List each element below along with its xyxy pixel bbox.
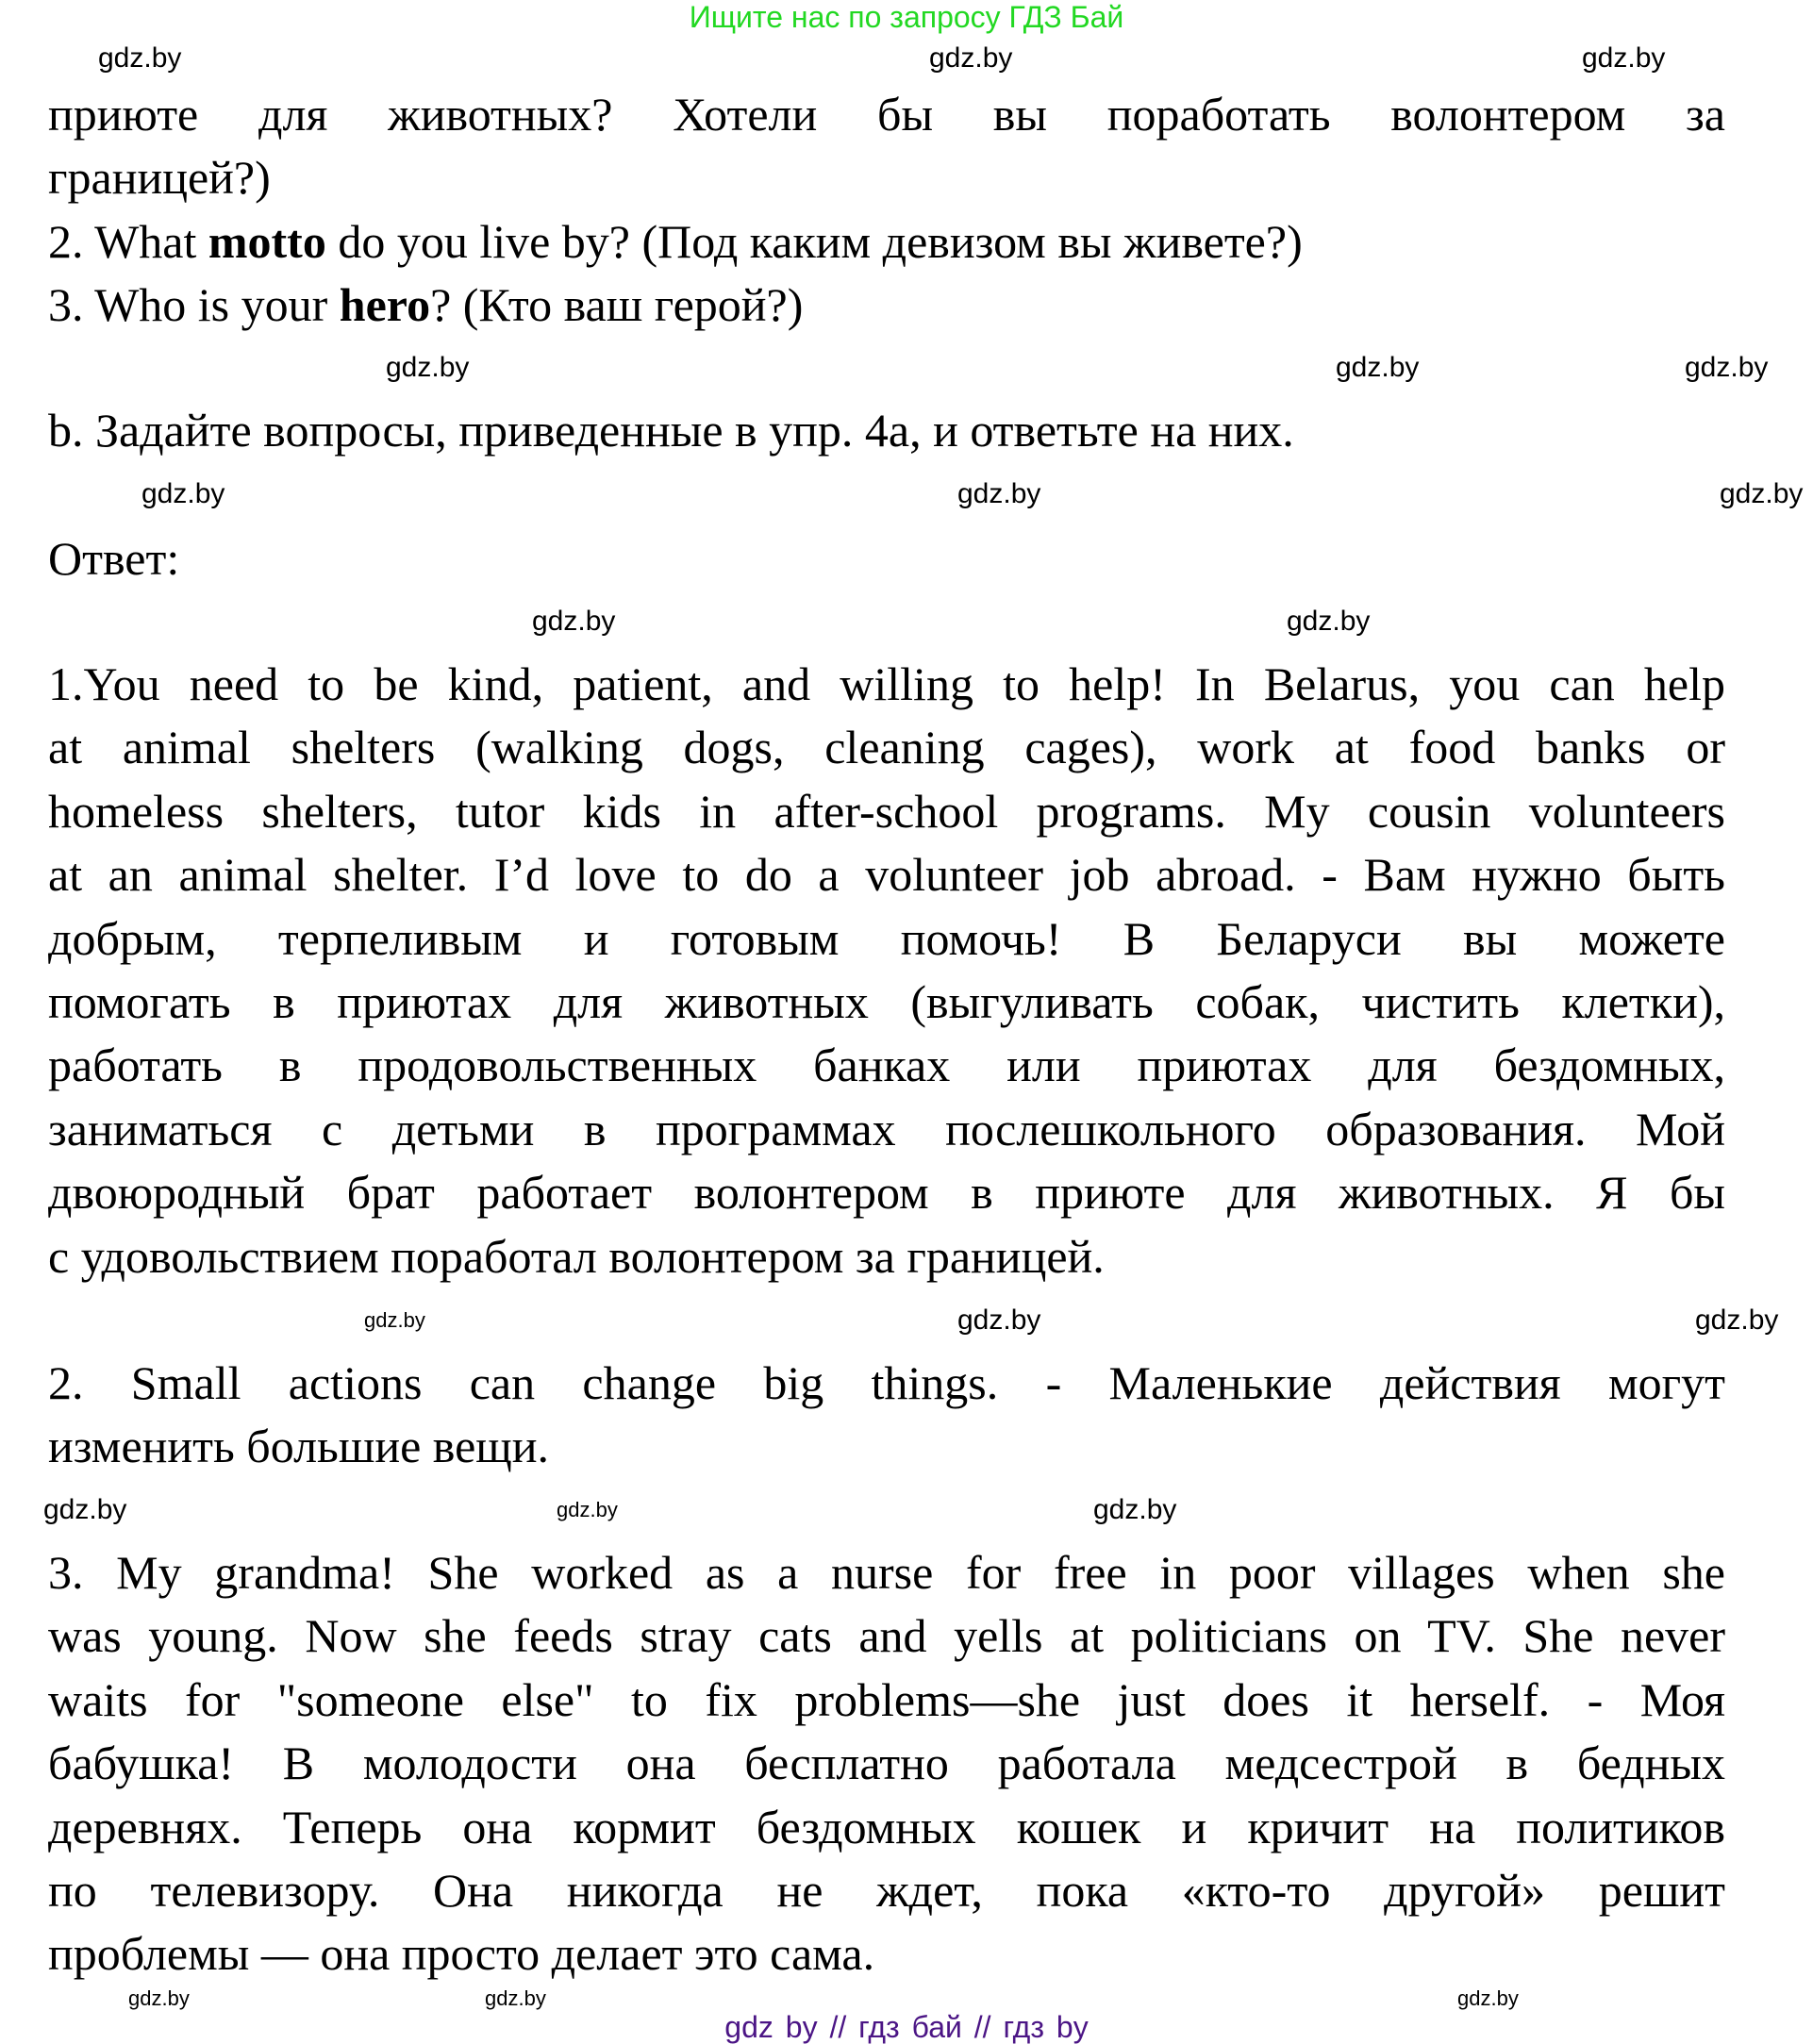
answer-line: деревнях. Теперь она кормит бездомных кошек и кричит на политиков: [48, 1800, 1725, 1853]
task-b: b. Задайте вопросы, приведенные в упр. 4a, и ответьте на них.: [48, 404, 1294, 457]
answer-3: [48, 1541, 1725, 1986]
answer-line: waits for "someone else" to fix problems—she just does it herself. - Моя: [48, 1672, 1725, 1726]
answer-line: was young. Now she feeds stray cats and yells at politicians on TV. She never: [48, 1609, 1725, 1663]
question-2-post: do you live by? (Под каким девизом вы живете?): [325, 214, 1303, 268]
answer-line: at an animal shelter. I’d love to do a volunteer job abroad. - Вам нужно быть: [48, 848, 1725, 902]
watermark: gdz.by: [386, 352, 470, 383]
answer-1: [48, 653, 1725, 1288]
question-3-pre: 3. Who is your: [48, 278, 340, 332]
watermark: gdz.by: [532, 606, 616, 637]
answer-line: homeless shelters, tutor kids in after-school programs. My cousin volunteers: [48, 784, 1725, 838]
answer-label: Ответ:: [48, 532, 180, 585]
search-hint-header: Ищите нас по запросу ГДЗ Бай: [689, 0, 1124, 34]
question-2-keyword: motto: [208, 214, 326, 268]
watermark: gdz.by: [485, 1986, 546, 2010]
answer-line: изменить большие вещи.: [48, 1420, 550, 1473]
watermark: gdz.by: [128, 1986, 190, 2010]
watermark: gdz.by: [141, 478, 225, 509]
watermark: gdz.by: [1336, 352, 1420, 383]
watermark: gdz.by: [1695, 1305, 1779, 1336]
watermark: gdz.by: [957, 1305, 1041, 1336]
watermark: gdz.by: [1287, 606, 1371, 637]
answer-line: 3. My grandma! She worked as a nurse for free in poor villages when she: [48, 1546, 1725, 1599]
watermark: gdz.by: [1457, 1986, 1519, 2010]
question-3: [48, 274, 1725, 337]
watermark: gdz.by: [364, 1308, 425, 1332]
answer-line: бабушка! В молодости она бесплатно работала медсестрой в бедных: [48, 1737, 1725, 1790]
answer-line: at animal shelters (walking dogs, cleaning cages), work at food banks or: [48, 721, 1725, 774]
watermark: gdz.by: [1093, 1494, 1177, 1525]
answer-line: проблемы — она просто делает это сама.: [48, 1927, 875, 1981]
watermark: gdz.by: [98, 42, 182, 74]
answer-line: 2. Small actions can change big things. - Маленькие действия могут: [48, 1356, 1725, 1409]
question-3-post: ? (Кто ваш герой?): [430, 278, 804, 332]
answer-line: с удовольствием поработал волонтером за границей.: [48, 1229, 1105, 1283]
question-line: приюте для животных? Хотели бы вы поработать волонтером за: [48, 88, 1725, 141]
watermark: gdz.by: [1720, 478, 1804, 509]
answer-line: помогать в приютах для животных (выгуливать собак, чистить клетки),: [48, 974, 1725, 1028]
question-2: [48, 210, 1725, 274]
answer-line: двоюродный брат работает волонтером в приюте для животных. Я бы: [48, 1166, 1725, 1220]
answer-line: добрым, терпеливым и готовым помочь! В Беларуси вы можете: [48, 911, 1725, 965]
watermark: gdz.by: [43, 1494, 127, 1525]
answer-line: заниматься с детьми в программах послешкольного образования. Мой: [48, 1102, 1725, 1155]
answer-2: [48, 1352, 1725, 1479]
question-line: границей?): [48, 151, 271, 205]
answer-line: 1.You need to be kind, patient, and willing to help! In Belarus, you can help: [48, 657, 1725, 710]
question-list: [48, 83, 1725, 338]
watermark: gdz.by: [929, 42, 1013, 74]
answer-line: работать в продовольственных банках или приютах для бездомных,: [48, 1039, 1725, 1092]
watermark: gdz.by: [557, 1498, 618, 1521]
watermark: gdz.by: [957, 478, 1041, 509]
footer-links: gdz by // гдз бай // гдз by: [724, 2010, 1089, 2044]
question-2-pre: 2. What: [48, 214, 208, 268]
watermark: gdz.by: [1685, 352, 1769, 383]
watermark: gdz.by: [1582, 42, 1666, 74]
question-3-keyword: hero: [339, 278, 431, 332]
answer-line: по телевизору. Она никогда не ждет, пока «кто-то другой» решит: [48, 1863, 1725, 1917]
